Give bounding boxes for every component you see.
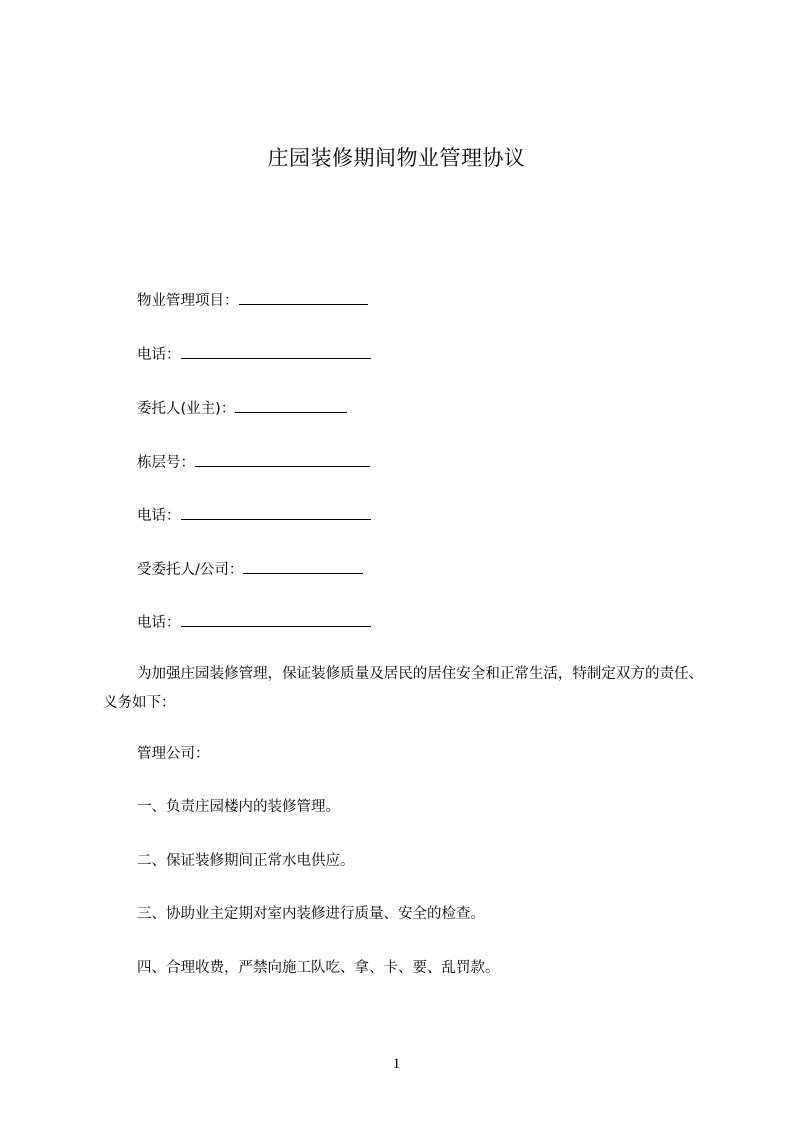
field-label: 物业管理项目： (137, 293, 239, 309)
field-label: 栋层号： (137, 455, 195, 471)
field-label: 电话： (137, 347, 181, 363)
fill-in-blank[interactable] (235, 398, 347, 413)
clause-item: 三、协助业主定期对室内装修进行质量、安全的检查。 (137, 906, 485, 922)
fill-in-blank[interactable] (181, 344, 371, 359)
field-building-floor (137, 452, 370, 473)
field-client-owner (137, 398, 347, 419)
field-label: 受委托人/公司： (137, 562, 244, 578)
fill-in-blank[interactable] (181, 505, 371, 520)
page-number: 1 (392, 1056, 401, 1072)
field-phone-property (137, 344, 371, 365)
field-phone-contractor (137, 612, 371, 633)
field-contractor-company (137, 559, 363, 580)
field-label: 电话： (137, 615, 181, 631)
fill-in-blank[interactable] (181, 612, 371, 627)
fill-in-blank[interactable] (243, 559, 363, 574)
clause-item: 四、合理收费，严禁向施工队吃、拿、卡、要、乱罚款。 (137, 960, 500, 976)
clause-item: 一、负责庄园楼内的装修管理。 (137, 799, 340, 815)
fill-in-blank[interactable] (239, 290, 368, 305)
section-heading: 管理公司： (137, 746, 210, 762)
field-label: 委托人(业主)： (137, 401, 236, 417)
clause-item: 二、保证装修期间正常水电供应。 (137, 853, 355, 869)
field-label: 电话： (137, 508, 181, 524)
document-title: 庄园装修期间物业管理协议 (267, 146, 526, 170)
field-phone-owner (137, 505, 371, 526)
field-property-project (137, 290, 368, 311)
fill-in-blank[interactable] (195, 452, 370, 467)
intro-paragraph: 为加强庄园装修管理，保证装修质量及居民的居住安全和正常生活，特制定双方的责任、义务如下： (103, 666, 703, 711)
